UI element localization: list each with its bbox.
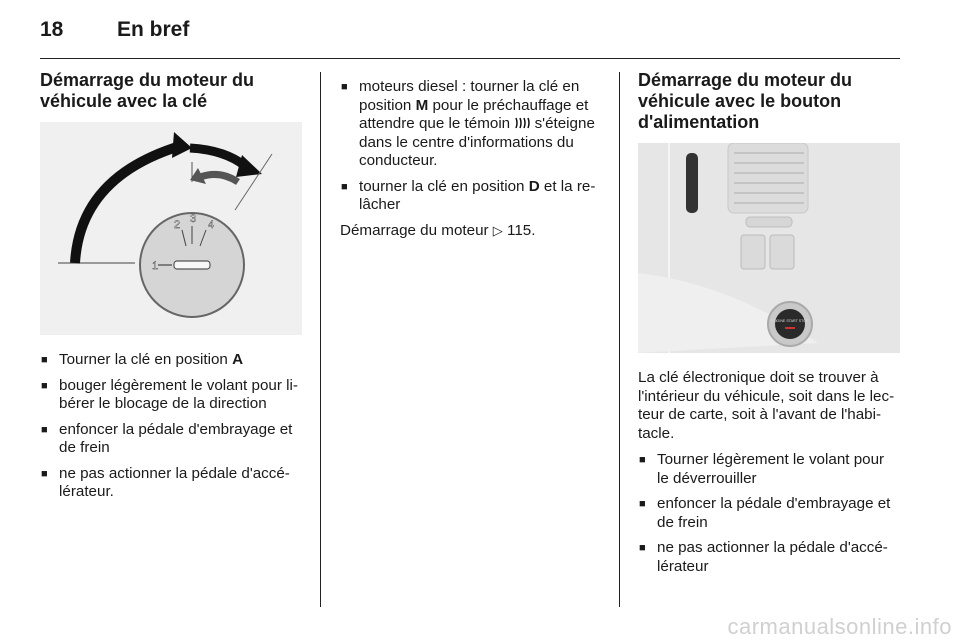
column-divider-2 <box>619 72 620 607</box>
list-item: ■ bouger légèrement le volant pour li-bérer le blocage de la direction <box>40 377 302 414</box>
key-position-1: 1 <box>152 260 159 272</box>
list-item: ■ enfoncer la pédale d'embrayage et de frein <box>638 495 900 532</box>
list-item: ■ ne pas actionner la pédale d'accé-lérateur <box>638 539 900 576</box>
column-key-start <box>40 70 302 509</box>
column-diesel <box>340 78 604 240</box>
button-start-steps <box>638 451 900 576</box>
page-number: 18 <box>40 18 64 41</box>
key-position-2: 2 <box>174 219 181 231</box>
start-button-label: ENGINE START STOP <box>771 319 809 323</box>
heading-button-start: Démarrage du moteur du véhicule avec le bouton d'alimentation <box>638 70 853 132</box>
key-position-3: 3 <box>190 213 197 225</box>
ignition-key-figure <box>40 122 302 335</box>
list-item: ■ tourner la clé en position D et la re-lâcher <box>340 178 604 215</box>
column-button-start <box>638 70 900 583</box>
list-item: ■ Tourner la clé en position A <box>40 351 302 370</box>
list-item: ■ Tourner légèrement le volant pour le déverrouiller <box>638 451 900 488</box>
diesel-steps <box>340 78 604 215</box>
glow-plug-icon <box>514 117 530 129</box>
key-position-4: 4 <box>208 219 215 231</box>
section-title: En bref <box>117 18 190 41</box>
list-item: ■ moteurs diesel : tourner la clé en position M pour le préchauffage et attendre que le témoin s'éteigne dans le centre d'informations du conducteur. <box>340 78 604 171</box>
list-item: ■ enfoncer la pédale d'embrayage et de frein <box>40 421 302 458</box>
column-divider-1 <box>320 72 321 607</box>
heading-key-start: Démarrage du moteur du véhicule avec la clé <box>40 70 255 111</box>
header-rule <box>40 58 900 59</box>
start-button-figure <box>638 143 900 353</box>
list-item: ■ ne pas actionner la pédale d'accé-lérateur. <box>40 465 302 502</box>
watermark: carmanualsonline.info <box>727 614 952 639</box>
smart-key-paragraph: La clé électronique doit se trouver à l'intérieur du véhicule, soit dans le lec-teur de carte, soit à l'avant de l'habi-tacle. <box>638 369 895 442</box>
reference-arrow-icon: ▷ <box>492 222 503 238</box>
cross-reference[interactable]: Démarrage du moteur ▷ 115. <box>340 221 536 239</box>
key-start-steps <box>40 351 302 502</box>
